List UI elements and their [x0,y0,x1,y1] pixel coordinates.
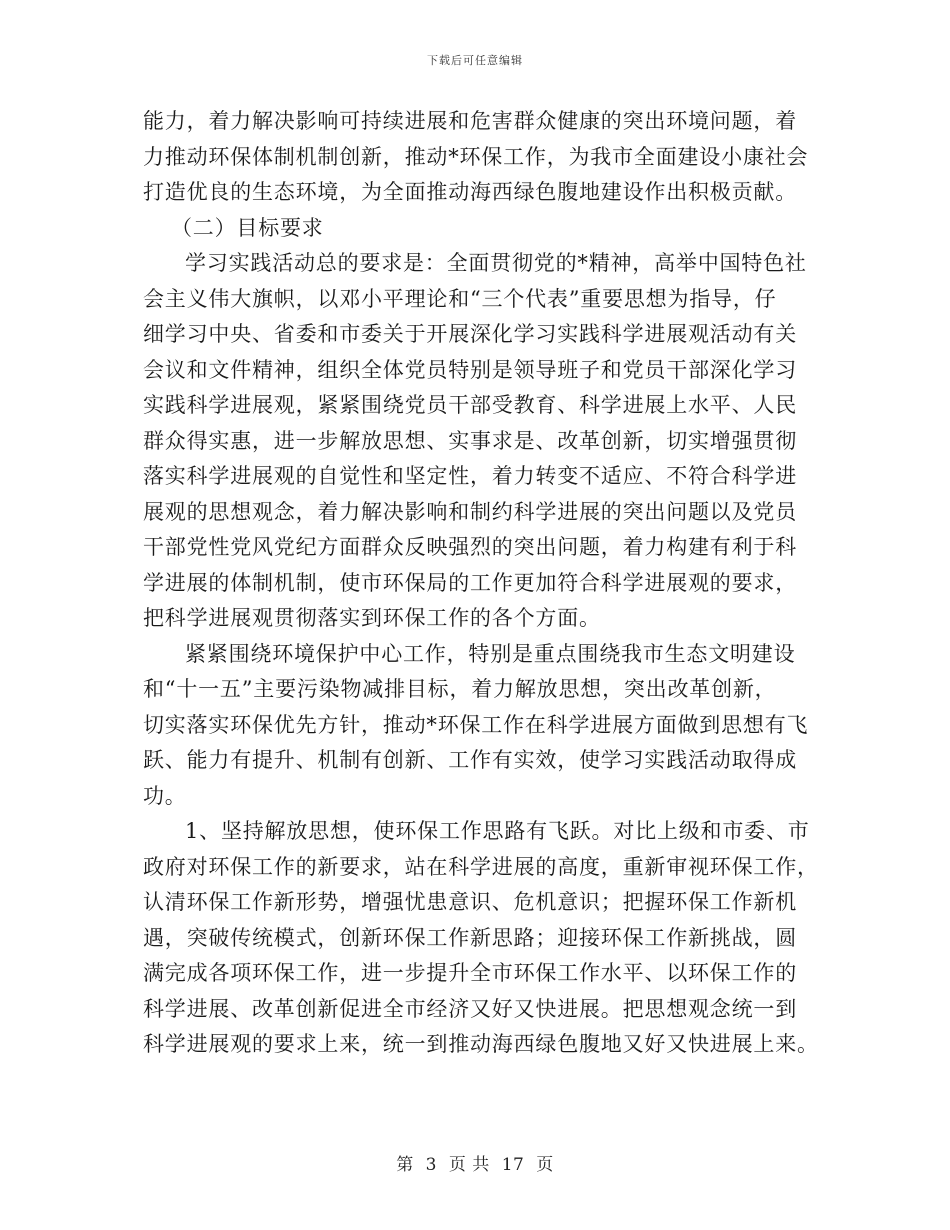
body-line: 会主义伟大旗帜，以邓小平理论和“三个代表”重要思想为指导，仔 [143,286,777,311]
body-line: 跃、能力有提升、机制有创新、工作有实效，使学习实践活动取得成 [143,748,797,772]
body-line: 把科学进展观贯彻落实到环保工作的各个方面。 [143,606,601,630]
body-line: 会议和文件精神，组织全体党员特别是领导班子和党员干部深化学习 [143,357,797,382]
body-line: 能力，着力解决影响可持续进展和危害群众健康的突出环境问题，着 [143,109,797,133]
body-line: 政府对环保工作的新要求，站在科学进展的高度，重新审视环保工作， [143,854,819,879]
body-line: 细学习中央、省委和市委关于开展深化学习实践科学进展观活动有关 [143,322,797,346]
body-line: 满完成各项环保工作，进一步提升全市环保工作水平、以环保工作的 [143,961,797,985]
paragraph-start-line: 紧紧围绕环境保护中心工作，特别是重点围绕我市生态文明建设 [185,641,796,666]
body-line: 科学进展观的要求上来，统一到推动海西绿色腹地又好又快进展上来。 [143,1032,819,1056]
body-line: 落实科学进展观的自觉性和坚定性，着力转变不适应、不符合科学进 [143,464,797,488]
body-line: 力推动环保体制机制创新，推动*环保工作，为我市全面建设小康社会 [143,144,809,169]
footer-total-pages: 17 [501,1155,525,1175]
body-line: 和“十一五”主要污染物减排目标，着力解放思想，突出改革创新， [143,677,777,701]
body-line: 学进展的体制机制，使市环保局的工作更加符合科学进展观的要求， [143,570,797,595]
body-line: 群众得实惠，进一步解放思想、实事求是、改革创新，切实增强贯彻 [143,428,797,453]
footer-suffix: 页 [536,1155,554,1175]
footer-middle: 页 共 [448,1155,490,1175]
footer-prefix: 第 [396,1155,414,1175]
header-note: 下载后可任意编辑 [427,54,523,67]
paragraph-start-line: 1、坚持解放思想，使环保工作思路有飞跃。对比上级和市委、市 [185,819,810,843]
page-footer [0,1150,950,1175]
body-line: 功。 [143,783,187,808]
body-line: 打造优良的生态环境，为全面推动海西绿色腹地建设作出积极贡献。 [143,180,797,204]
body-line: 切实落实环保优先方针，推动*环保工作在科学进展方面做到思想有飞 [143,712,809,737]
body-line: 实践科学进展观，紧紧围绕党员干部受教育、科学进展上水平、人民 [143,393,797,417]
footer-page-number: 3 [425,1155,437,1175]
body-line: 认清环保工作新形势，增强忧患意识、危机意识；把握环保工作新机 [143,890,797,914]
paragraph-start-line: 学习实践活动总的要求是：全面贯彻党的*精神，高举中国特色社 [185,251,807,275]
document-body [143,104,819,1063]
body-line: 干部党性党风党纪方面群众反映强烈的突出问题，着力构建有利于科 [143,535,797,559]
body-line: 科学进展、改革创新促进全市经济又好又快进展。把思想观念统一到 [143,996,797,1021]
body-line: 展观的思想观念，着力解决影响和制约科学进展的突出问题以及党员 [143,499,797,524]
body-line: 遇，突破传统模式，创新环保工作新思路；迎接环保工作新挑战，圆 [143,925,797,950]
section-heading: （二）目标要求 [171,215,324,240]
